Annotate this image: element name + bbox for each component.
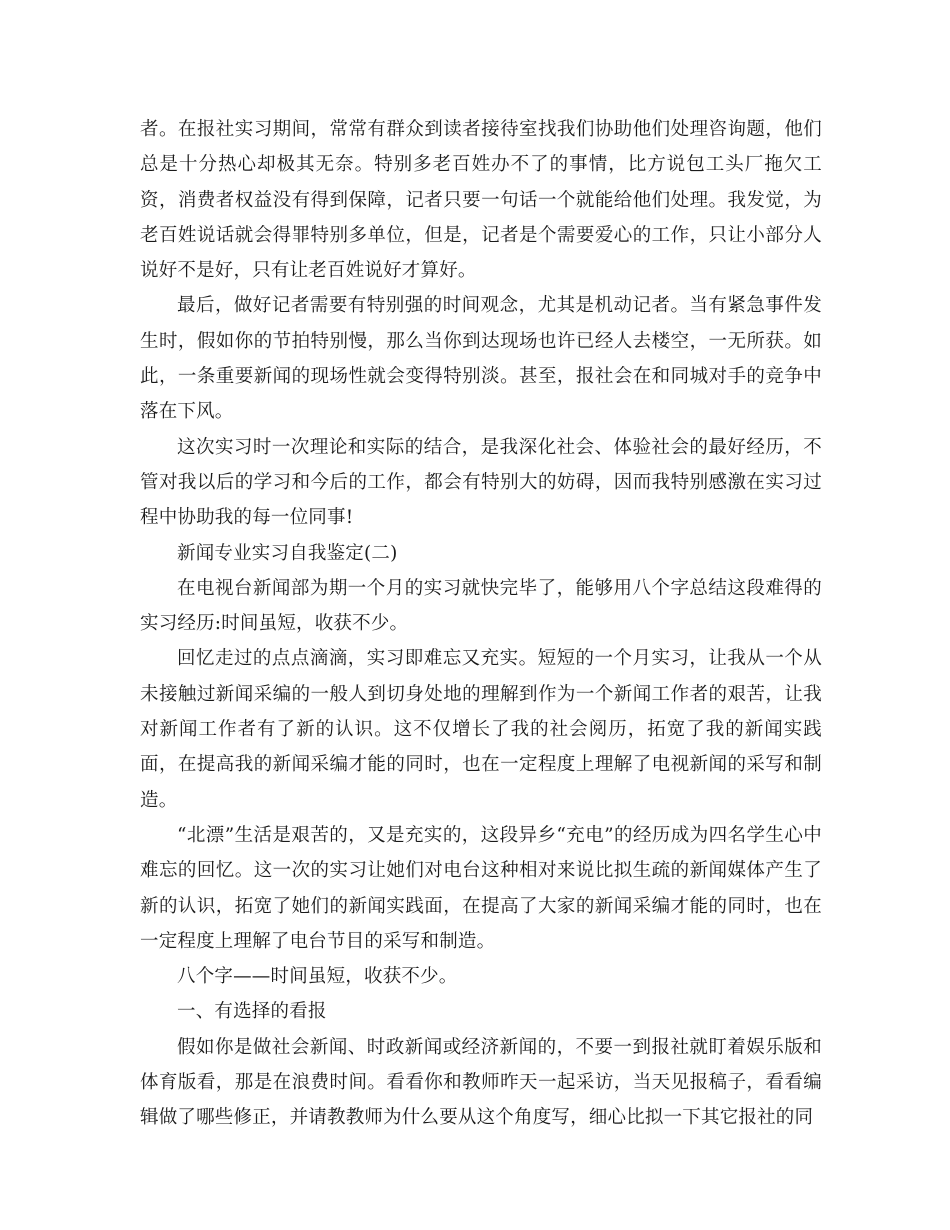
paragraph-time-awareness: 最后，做好记者需要有特别强的时间观念，尤其是机动记者。当有紧急事件发生时，假如你的节拍特别慢，那么当你到达现场也许已经人去楼空，一无所获。如此，一条重要新闻的现场性就会变得特别淡。甚至，报社会在和同城对手的竞争中落在下风。 xyxy=(140,295,822,423)
paragraph-tv-station-intro: 在电视台新闻部为期一个月的实习就快完毕了，能够用八个字总结这段难得的实习经历:时间虽短，收获不少。 xyxy=(140,577,822,635)
paragraph-eight-characters: 八个字——时间虽短，收获不少。 xyxy=(177,966,458,988)
paragraph-internship-summary: 这次实习时一次理论和实际的结合，是我深化社会、体验社会的最好经历，不管对我以后的学习和今后的工作，都会有特别大的妨碍，因而我特别感激在实习过程中协助我的每一位同事! xyxy=(140,436,822,529)
paragraph-reader-reception: 者。在报社实习期间，常常有群众到读者接待室找我们协助他们处理咨询题，他们总是十分热心却极其无奈。特别多老百姓办不了的事情，比方说包工头厂拖欠工资，消费者权益没有得到保障，记者只要一句话一个就能给他们处理。我发觉，为老百姓说话就会得罪特别多单位，但是，记者是个需要爱心的工作，只让小部分人说好不是好，只有让老百姓说好才算好。 xyxy=(140,119,822,282)
document-body xyxy=(140,112,822,1136)
section-heading-self-assessment-2: 新闻专业实习自我鉴定(二) xyxy=(177,542,398,564)
paragraph-recollection: 回忆走过的点点滴滴，实习即难忘又充实。短短的一个月实习，让我从一个从未接触过新闻采编的一般人到切身处地的理解到作为一个新闻工作者的艰苦，让我对新闻工作者有了新的认识。这不仅增长了我的社会阅历，拓宽了我的新闻实践面，在提高我的新闻采编才能的同时，也在一定程度上理解了电视新闻的采写和制造。 xyxy=(140,648,822,811)
subheading-selective-reading: 一、有选择的看报 xyxy=(177,1001,327,1023)
paragraph-reading-advice: 假如你是做社会新闻、时政新闻或经济新闻的，不要一到报社就盯着娱乐版和体育版看，那是在浪费时间。看看你和教师昨天一起采访，当天见报稿子，看看编辑做了哪些修正，并请教教师为什么要从这个角度写，细心比拟一下其它报社的同 xyxy=(140,1036,822,1129)
paragraph-beipiao-life: “北漂”生活是艰苦的，又是充实的，这段异乡“充电”的经历成为四名学生心中难忘的回忆。这一次的实习让她们对电台这种相对来说比拟生疏的新闻媒体产生了新的认识，拓宽了她们的新闻实践面，在提高了大家的新闻采编才能的同时，也在一定程度上理解了电台节目的采写和制造。 xyxy=(140,824,822,952)
